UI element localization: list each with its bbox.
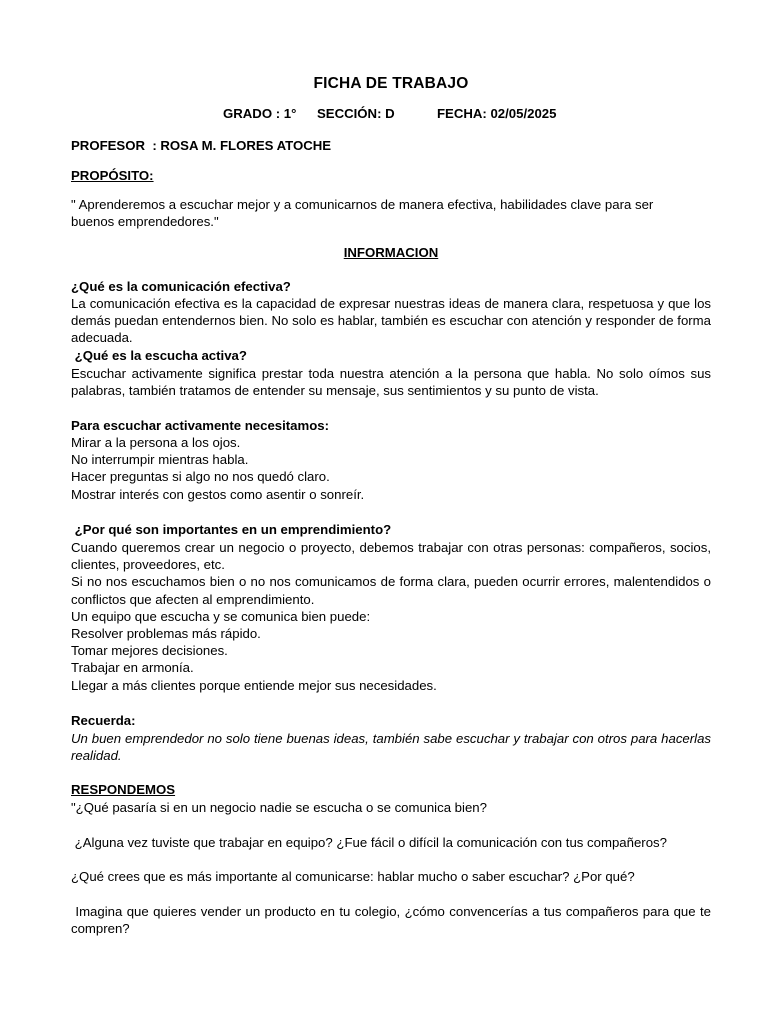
list-item: Trabajar en armonía. [71,660,194,676]
comunicacion-text: La comunicación efectiva es la capacidad de expresar nuestras ideas de manera clara, respetuosa y que los demás puedan entendernos bien. No solo es hablar, también es escuchar con atención y responder de forma adecuada. [71,296,711,346]
emprendimiento-para-2: Si no nos escuchamos bien o no nos comunicamos de forma clara, pueden ocurrir errores, malentendidos o conflictos que afecten al emprendimiento. [71,574,711,607]
list-item: Tomar mejores decisiones. [71,643,228,659]
profesor-label: PROFESOR : ROSA M. FLORES ATOCHE [71,138,332,153]
necesitamos-list [71,434,711,503]
comunicacion-question: ¿Qué es la comunicación efectiva? [71,279,291,294]
question-1: "¿Qué pasaría si en un negocio nadie se escucha o se comunica bien? [71,800,487,815]
escucha-text: Escuchar activamente significa prestar toda nuestra atención a la persona que habla. No solo oímos sus palabras, también tratamos de entender su mensaje, sus sentimientos y su punto de vista. [71,366,711,399]
respondemos-heading: RESPONDEMOS [71,782,176,797]
recuerda-text: Un buen emprendedor no solo tiene buenas ideas, también sabe escuchar y trabajar con otros para hacerlas realidad. [71,731,711,764]
recuerda-heading: Recuerda: [71,713,136,728]
question-4: Imagina que quieres vender un producto en tu colegio, ¿cómo convencerías a tus compañeros para que te compren? [71,904,715,937]
list-item: Hacer preguntas si algo no nos quedó claro. [71,469,330,485]
list-item: Resolver problemas más rápido. [71,626,261,642]
escucha-question: ¿Qué es la escucha activa? [71,348,247,363]
header-row [71,106,711,124]
list-item: Mirar a la persona a los ojos. [71,435,241,450]
emprendimiento-body [71,539,711,694]
informacion-heading: INFORMACION [343,245,439,260]
list-item: Un equipo que escucha y se comunica bien puede: [71,608,371,624]
grado-label: GRADO : 1° [223,106,297,121]
emprendimiento-para-1: Cuando queremos crear un negocio o proyecto, debemos trabajar con otras personas: compañeros, socios, clientes, proveedores, etc. [71,540,711,573]
document-title: FICHA DE TRABAJO [313,75,469,92]
list-item: No interrumpir mientras habla. [71,452,249,468]
fecha-label: FECHA: 02/05/2025 [437,106,557,121]
necesitamos-heading: Para escuchar activamente necesitamos: [71,418,330,433]
seccion-label: SECCIÓN: D [317,106,395,121]
emprendimiento-question: ¿Por qué son importantes en un emprendimiento? [71,522,392,537]
list-item: Mostrar interés con gestos como asentir o sonreír. [71,486,365,502]
list-item: Llegar a más clientes porque entiende mejor sus necesidades. [71,677,437,693]
proposito-text: " Aprenderemos a escuchar mejor y a comunicarnos de manera efectiva, habilidades clave para ser buenos emprendedores." [71,197,654,230]
question-3: ¿Qué crees que es más importante al comunicarse: hablar mucho o saber escuchar? ¿Por qué? [71,869,635,884]
proposito-heading: PROPÓSITO: [71,168,154,183]
question-2: ¿Alguna vez tuviste que trabajar en equipo? ¿Fue fácil o difícil la comunicación con tus compañeros? [71,835,667,850]
